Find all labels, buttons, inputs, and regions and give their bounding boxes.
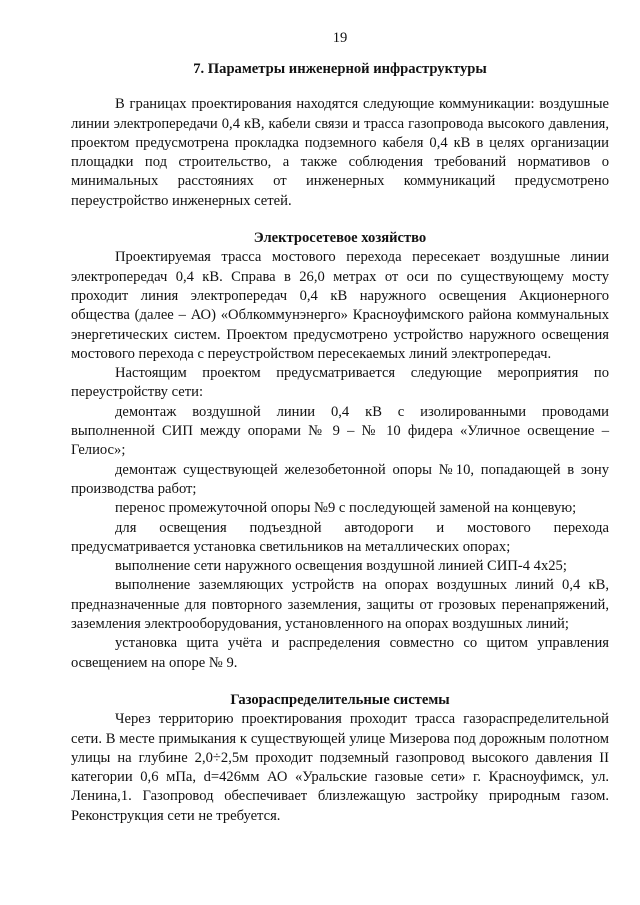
electrical-paragraph: Проектируемая трасса мостового перехода пересекает воздушные линии электропередач 0,4 кВ. Справа в 26,0 метрах от оси по существующему мосту проходит линия электропередач 0,4 кВ наружного освещения Акционерного общества (далее – АО) «Облкоммунэнерго» Красноуфимского района коммунальных энергетических систем. Проектом предусмотрено устройство наружного освещения мостового перехода с переустройством пересекаемых линий электропередач.: [71, 249, 609, 362]
gas-section: [71, 691, 609, 826]
document-page: [71, 28, 609, 826]
gas-heading: Газораспределительные системы: [230, 691, 450, 708]
electrical-heading: Электросетевое хозяйство: [253, 230, 427, 247]
section-title: 7. Параметры инженерной инфраструктуры: [193, 61, 487, 77]
measure-item: выполнение заземляющих устройств на опорах воздушных линий 0,4 кВ, предназначенные для повторного заземления, защиты от грозовых перенапряжений, заземления электрооборудования, установленного на опорах воздушных линий;: [71, 577, 609, 633]
measure-item: демонтаж воздушной линии 0,4 кВ с изолированными проводами выполненной СИП между опорами № 9 – № 10 фидера «Уличное освещение – Гелиос»;: [71, 403, 609, 459]
measure-item: для освещения подъездной автодороги и мостового перехода предусматривается установка светильников на металлических опорах;: [71, 519, 609, 555]
measures-intro-paragraph: Настоящим проектом предусматривается следующие мероприятия по переустройству сети:: [71, 365, 609, 401]
gas-paragraph: Через территорию проектирования проходит трасса газораспределительной сети. В месте примыкания к существующей улице Мизерова под дорожным полотном улицы на глубине 2,0÷2,5м проходит подземный газопровод высокого давления II категории 0,6 мПа, d=426мм АО «Уральские газовые сети» г. Красноуфимск, ул. Ленина,1. Газопровод обеспечивает близлежащую застройку природным газом. Реконструкция сети не требуется.: [71, 711, 609, 824]
measure-item: перенос промежуточной опоры №9 с последующей заменой на концевую;: [115, 500, 577, 517]
page-number: 19: [332, 30, 348, 46]
electrical-section: [71, 229, 609, 673]
intro-section: [71, 95, 609, 211]
measure-item: выполнение сети наружного освещения воздушной линией СИП-4 4х25;: [115, 558, 567, 575]
measure-item: демонтаж существующей железобетонной опоры №10, попадающей в зону производства работ;: [71, 461, 609, 497]
measure-item: установка щита учёта и распределения совместно со щитом управления освещением на опоре № 9.: [71, 635, 609, 671]
intro-paragraph: В границах проектирования находятся следующие коммуникации: воздушные линии электропередачи 0,4 кВ, кабели связи и трасса газопровода высокого давления, проектом предусмотрена прокладка подземного кабеля 0,4 кВ в целях организации площадки под строительство, а также соблюдения требований нормативов о минимальных расстояниях от инженерных коммуникаций предусмотрено переустройство инженерных сетей.: [71, 96, 609, 209]
